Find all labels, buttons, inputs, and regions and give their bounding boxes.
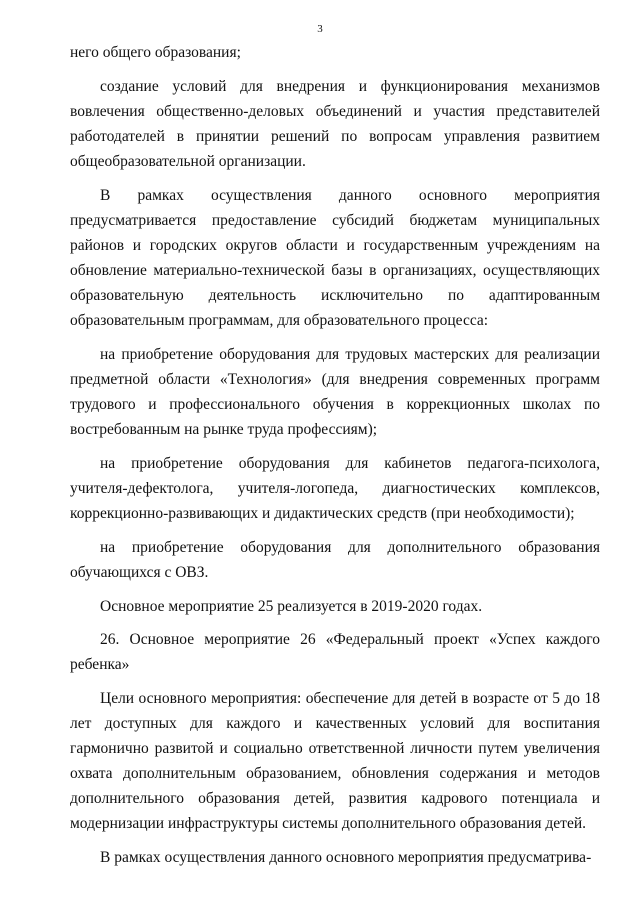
document-body: [70, 40, 600, 879]
section-heading: 26. Основное мероприятие 26 «Федеральный проект «Успех каждого ребенка»: [70, 631, 600, 673]
paragraph: создание условий для внедрения и функционирования механизмов вовлечения общественно-деловых объединений и участия представителей работодателей в принятии решений по вопросам управления развитием общеобразовательной организации.: [70, 78, 600, 170]
paragraph: на приобретение оборудования для кабинетов педагога-психолога, учителя-дефектолога, учителя-логопеда, диагностических комплексов, коррекционно-развивающих и дидактических средств (при необходимости);: [70, 455, 600, 522]
paragraph: на приобретение оборудования для трудовых мастерских для реализации предметной области «Технология» (для внедрения современных программ трудового и профессионального обучения в коррекционных школах по востребованным на рынке труда профессиям);: [70, 346, 600, 438]
paragraph: него общего образования;: [70, 44, 241, 61]
paragraph: Основное мероприятие 25 реализуется в 2019-2020 годах.: [100, 598, 483, 615]
page-number: 3: [317, 23, 323, 35]
paragraph: В рамках осуществления данного основного мероприятия предусматрива-: [100, 849, 592, 866]
paragraph: на приобретение оборудования для дополнительного образования обучающихся с ОВЗ.: [70, 539, 600, 581]
paragraph: Цели основного мероприятия: обеспечение для детей в возрасте от 5 до 18 лет доступных для каждого и качественных условий для воспитания гармонично развитой и социально ответственной личности путем увеличения охвата дополнительным образованием, обновления содержания и методов дополнительного образования детей, развития кадрового потенциала и модернизации инфраструктуры системы дополнительного образования детей.: [70, 690, 600, 832]
paragraph: В рамках осуществления данного основного мероприятия предусматривается предоставление субсидий бюджетам муниципальных районов и городских округов области и государственным учреждениям на обновление материально-технической базы в организациях, осуществляющих образовательную деятельность исключительно по адаптированным образовательным программам, для образовательного процесса:: [70, 187, 600, 329]
